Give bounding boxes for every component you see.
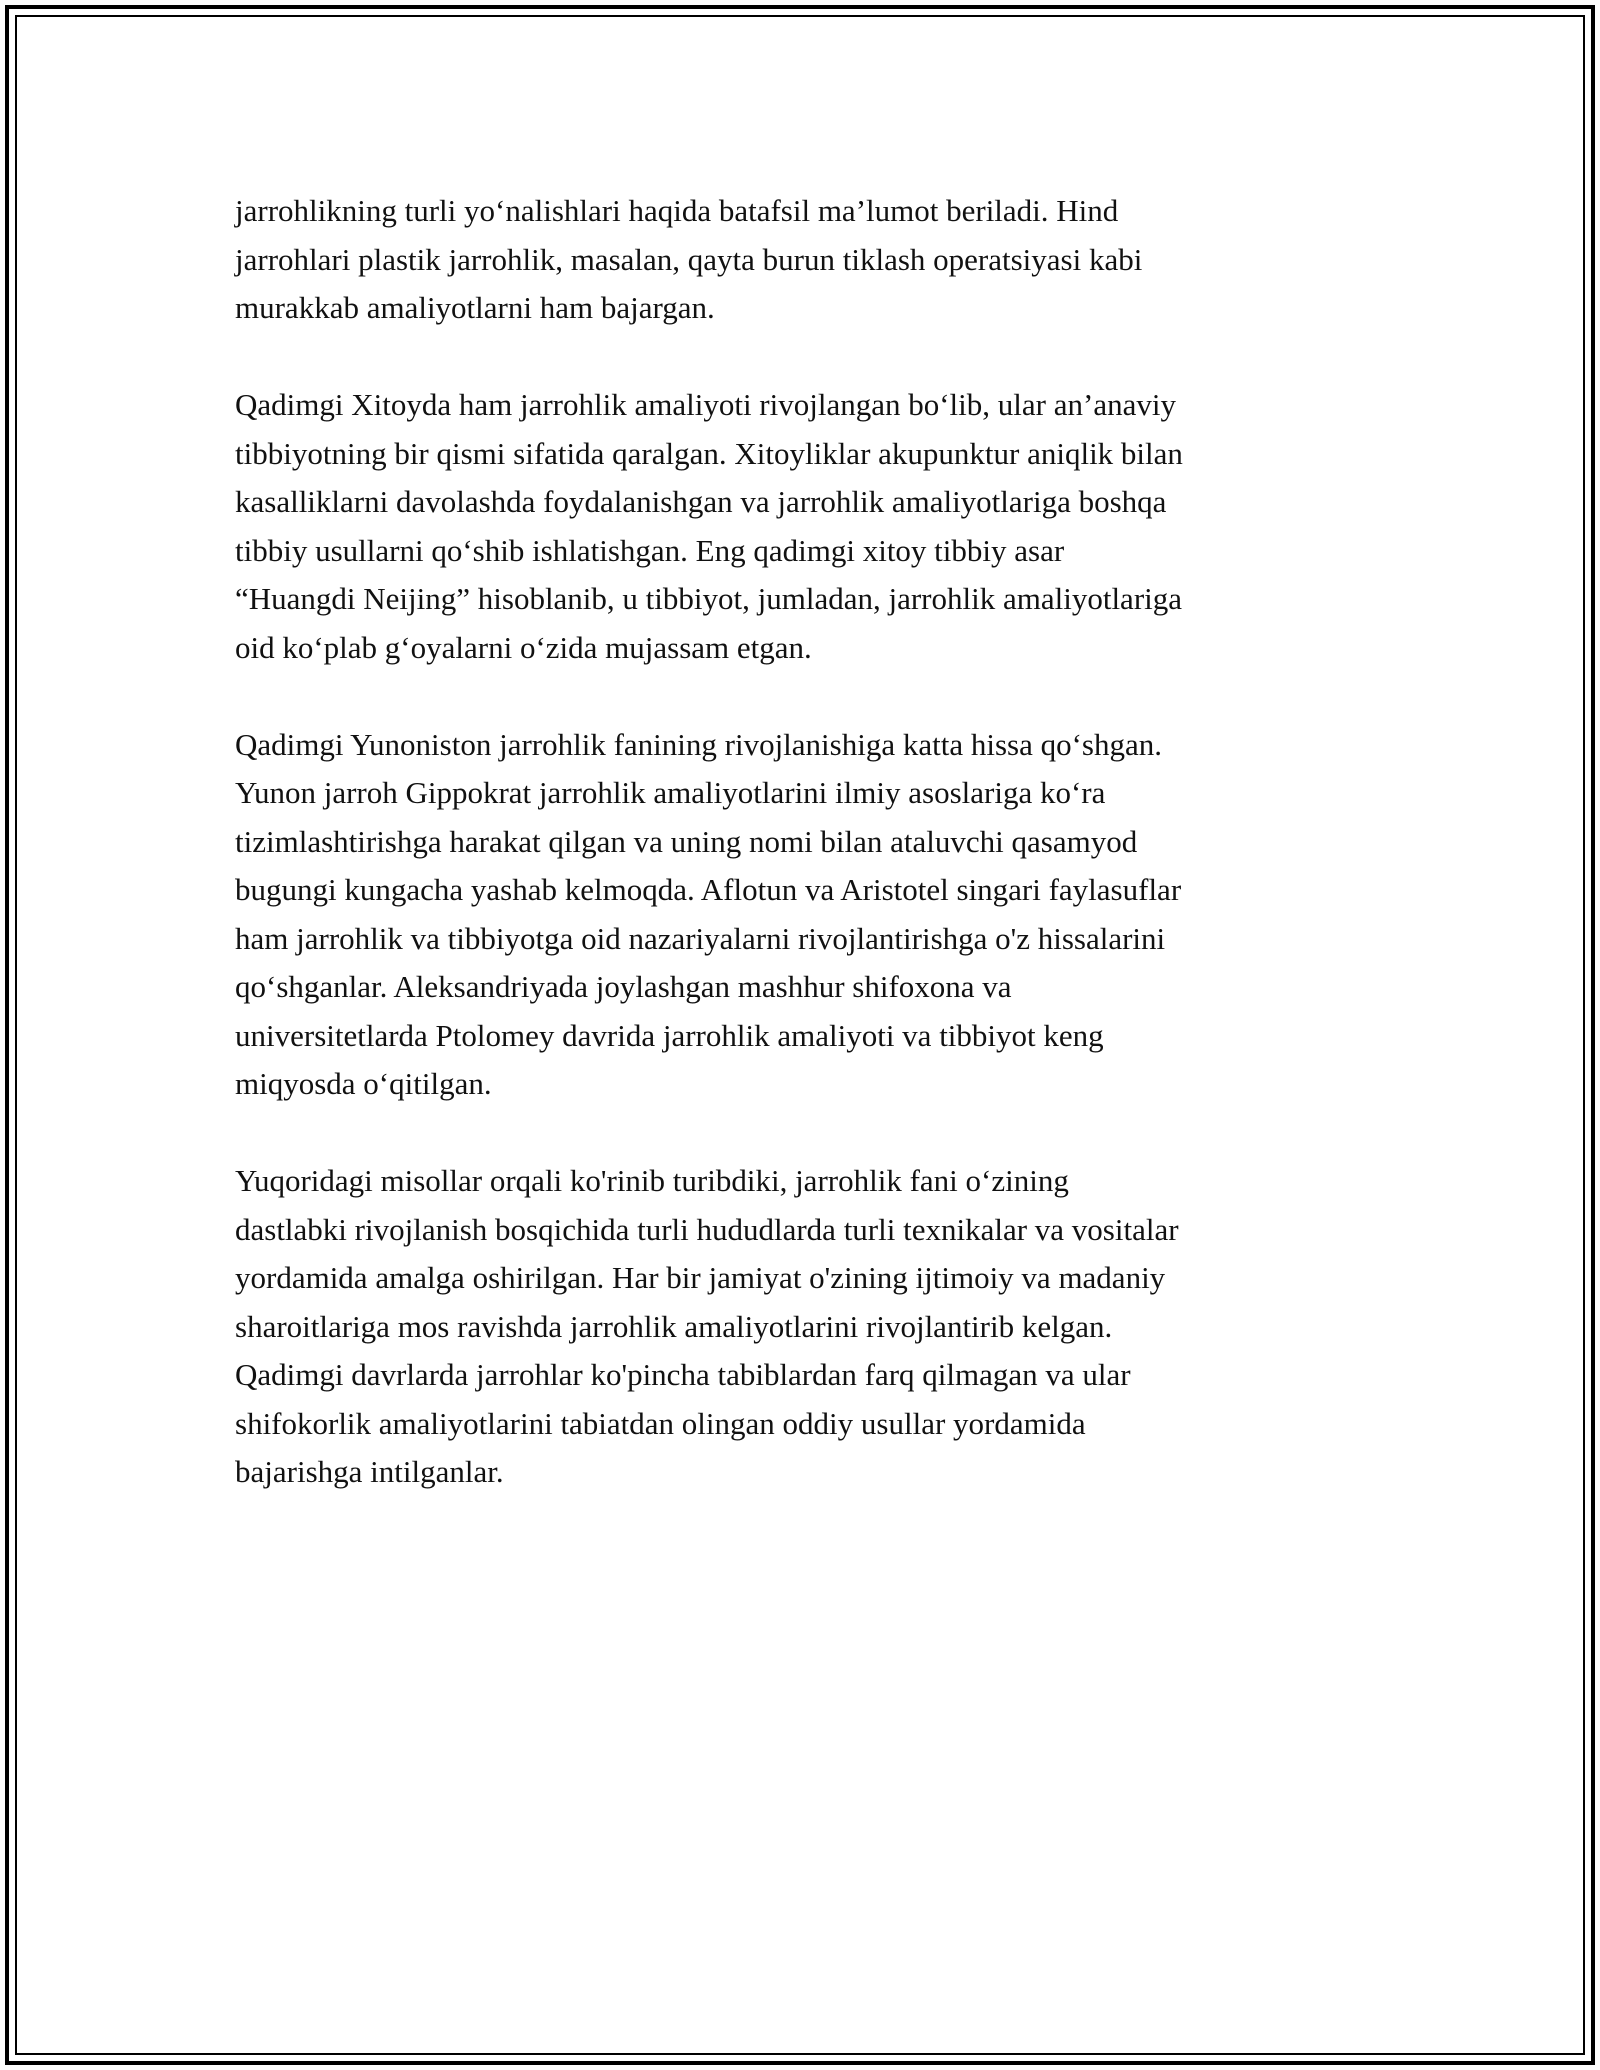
document-body bbox=[235, 187, 1370, 1545]
paragraph-3: Qadimgi Yunoniston jarrohlik fanining rivojlanishiga katta hissa qo‘shgan. Yunon jarroh Gippokrat jarrohlik amaliyotlarini ilmiy asoslariga ko‘ra tizimlashtirishga harakat qilgan va uning nomi bilan ataluvchi qasamyod bugungi kungacha yashab kelmoqda. Aflotun va Aristotel singari faylasuflar ham jarrohlik va tibbiyotga oid nazariyalarni rivojlantirishga o'z hissalarini qo‘shganlar. Aleksandriyada joylashgan mashhur shifoxona va universitetlarda Ptolomey davrida jarrohlik amaliyoti va tibbiyot keng miqyosda o‘qitilgan. bbox=[235, 726, 1182, 1101]
paragraph-2: Qadimgi Xitoyda ham jarrohlik amaliyoti rivojlangan bo‘lib, ular an’anaviy tibbiyotning bir qismi sifatida qaralgan. Xitoyliklar akupunktur aniqlik bilan kasalliklarni davolashda foydalanishgan va jarrohlik amaliyotlariga boshqa tibbiy usullarni qo‘shib ishlatishgan. Eng qadimgi xitoy tibbiy asar “Huangdi Neijing” hisoblanib, u tibbiyot, jumladan, jarrohlik amaliyotlariga oid ko‘plab g‘oyalarni o‘zida mujassam etgan. bbox=[235, 387, 1183, 665]
paragraph-1: jarrohlikning turli yo‘nalishlari haqida batafsil ma’lumot beriladi. Hind jarrohlari plastik jarrohlik, masalan, qayta burun tiklash operatsiyasi kabi murakkab amaliyotlarni ham bajargan. bbox=[235, 193, 1143, 325]
paragraph-4: Yuqoridagi misollar orqali ko'rinib turibdiki, jarrohlik fani o‘zining dastlabki rivojlanish bosqichida turli hududlarda turli texnikalar va vositalar yordamida amalga oshirilgan. Har bir jamiyat o'zining ijtimoiy va madaniy sharoitlariga mos ravishda jarrohlik amaliyotlarini rivojlantirib kelgan. Qadimgi davrlarda jarrohlar ko'pincha tabiblardan farq qilmagan va ular shifokorlik amaliyotlarini tabiatdan olingan oddiy usullar yordamida bajarishga intilganlar. bbox=[235, 1163, 1179, 1489]
